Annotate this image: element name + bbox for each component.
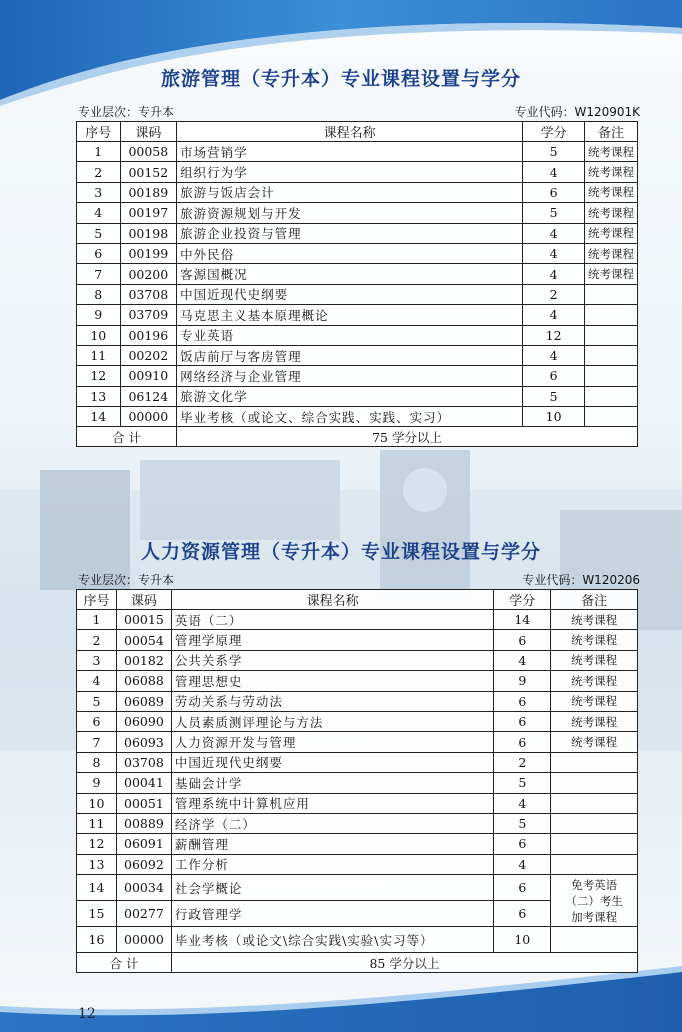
page-number: 12 [78, 1006, 96, 1022]
row-credits: 10 [494, 927, 551, 953]
row-credits: 6 [494, 834, 551, 854]
row-seq: 10 [77, 325, 121, 345]
row-course-code: 00196 [120, 325, 177, 345]
row-seq: 4 [77, 671, 117, 691]
row-course-name: 社会学概论 [171, 875, 494, 901]
table-row [77, 366, 638, 386]
row-seq: 14 [77, 407, 121, 427]
row-note: 统考课程 [584, 203, 637, 223]
row-course-code: 03709 [120, 305, 177, 325]
row-course-name: 旅游与饭店会计 [177, 182, 523, 202]
row-course-name: 毕业考核（或论文\综合实践\实验\实习等） [171, 927, 494, 953]
row-note: 统考课程 [551, 711, 638, 731]
row-course-code: 06124 [120, 386, 177, 406]
header-code: 课码 [116, 590, 171, 610]
row-course-name: 经济学（二） [171, 813, 494, 833]
row-seq: 14 [77, 875, 117, 901]
row-course-name: 基础会计学 [171, 773, 494, 793]
row-course-name: 马克思主义基本原理概论 [177, 305, 523, 325]
table-row [77, 752, 638, 772]
table-row [77, 732, 638, 752]
row-seq: 2 [77, 162, 121, 182]
row-credits: 14 [494, 610, 551, 630]
row-course-name: 行政管理学 [171, 901, 494, 927]
row-course-code: 00058 [120, 142, 177, 162]
row-course-name: 旅游资源规划与开发 [177, 203, 523, 223]
row-course-code: 06092 [116, 854, 171, 874]
row-note: 统考课程 [584, 162, 637, 182]
row-seq: 10 [77, 793, 117, 813]
row-credits: 5 [494, 813, 551, 833]
row-course-code: 00051 [116, 793, 171, 813]
total-label: 合 计 [77, 953, 172, 973]
header-seq: 序号 [77, 122, 121, 142]
row-course-name: 工作分析 [171, 854, 494, 874]
header-course-name: 课程名称 [171, 590, 494, 610]
header-seq: 序号 [77, 590, 117, 610]
row-course-name: 客源国概况 [177, 264, 523, 284]
row-seq: 4 [77, 203, 121, 223]
header-credits: 学分 [494, 590, 551, 610]
row-note: 统考课程 [584, 142, 637, 162]
row-seq: 11 [77, 345, 121, 365]
table-row [77, 671, 638, 691]
merged-note-line: 加考课程 [571, 909, 618, 924]
row-seq: 15 [77, 901, 117, 927]
row-course-code: 00197 [120, 203, 177, 223]
row-seq: 1 [77, 142, 121, 162]
row-course-name: 人力资源开发与管理 [171, 732, 494, 752]
merged-note-line: 免考英语 [571, 877, 618, 892]
row-course-code: 06091 [116, 834, 171, 854]
row-course-code: 06093 [116, 732, 171, 752]
header-wave-decoration [0, 0, 682, 110]
row-course-name: 中国近现代史纲要 [171, 752, 494, 772]
row-credits: 6 [494, 732, 551, 752]
row-course-name: 公共关系学 [171, 650, 494, 670]
row-course-code: 00910 [120, 366, 177, 386]
table-row [77, 162, 638, 182]
row-course-code: 00202 [120, 345, 177, 365]
table-row [77, 630, 638, 650]
table-row [77, 793, 638, 813]
row-credits: 12 [523, 325, 585, 345]
row-course-name: 组织行为学 [177, 162, 523, 182]
section2-course-table [76, 589, 638, 973]
row-credits: 4 [523, 243, 585, 263]
table-total-row [77, 427, 638, 447]
row-credits: 5 [523, 386, 585, 406]
table-row [77, 345, 638, 365]
row-note [584, 407, 637, 427]
row-course-code: 00034 [116, 875, 171, 901]
row-note: 统考课程 [584, 264, 637, 284]
row-credits: 2 [494, 752, 551, 772]
row-note [584, 305, 637, 325]
row-course-name: 旅游文化学 [177, 386, 523, 406]
table-row [77, 927, 638, 953]
row-credits: 2 [523, 284, 585, 304]
row-credits: 5 [494, 773, 551, 793]
header-note: 备注 [551, 590, 638, 610]
row-note [551, 854, 638, 874]
row-note [551, 793, 638, 813]
table-row [77, 142, 638, 162]
table-total-row [77, 953, 638, 973]
row-course-name: 薪酬管理 [171, 834, 494, 854]
row-note [551, 927, 638, 953]
table-row [77, 243, 638, 263]
row-seq: 9 [77, 773, 117, 793]
row-course-name: 毕业考核（或论文、综合实践、实践、实习） [177, 407, 523, 427]
row-course-code: 00041 [116, 773, 171, 793]
row-credits: 9 [494, 671, 551, 691]
row-course-name: 市场营销学 [177, 142, 523, 162]
table-row [77, 264, 638, 284]
row-course-name: 饭店前厅与客房管理 [177, 345, 523, 365]
row-course-name: 专业英语 [177, 325, 523, 345]
section1-level-label: 专业层次：专升本 [78, 105, 175, 119]
row-course-code: 06089 [116, 691, 171, 711]
row-note [584, 386, 637, 406]
row-credits: 4 [494, 650, 551, 670]
section1-title: 旅游管理（专升本）专业课程设置与学分 [160, 68, 521, 90]
row-seq: 5 [77, 691, 117, 711]
row-course-name: 劳动关系与劳动法 [171, 691, 494, 711]
table-row [77, 284, 638, 304]
row-note: 统考课程 [551, 732, 638, 752]
row-note: 统考课程 [551, 610, 638, 630]
row-note: 统考课程 [551, 671, 638, 691]
row-seq: 8 [77, 752, 117, 772]
row-course-name: 管理思想史 [171, 671, 494, 691]
row-course-code: 00198 [120, 223, 177, 243]
section2-level-label: 专业层次：专升本 [78, 573, 175, 587]
row-course-name: 旅游企业投资与管理 [177, 223, 523, 243]
row-seq: 12 [77, 834, 117, 854]
row-course-name: 中国近现代史纲要 [177, 284, 523, 304]
row-seq: 7 [77, 264, 121, 284]
row-course-code: 00277 [116, 901, 171, 927]
row-seq: 9 [77, 305, 121, 325]
row-credits: 6 [494, 875, 551, 901]
row-note [551, 813, 638, 833]
row-course-name: 人员素质测评理论与方法 [171, 711, 494, 731]
row-note [551, 752, 638, 772]
row-credits: 6 [494, 901, 551, 927]
table-row [77, 325, 638, 345]
row-course-code: 00015 [116, 610, 171, 630]
table-row [77, 691, 638, 711]
table-row [77, 305, 638, 325]
row-seq: 5 [77, 223, 121, 243]
table-row [77, 875, 638, 901]
row-note [584, 284, 637, 304]
table-row [77, 407, 638, 427]
row-note: 统考课程 [551, 691, 638, 711]
row-course-code: 00889 [116, 813, 171, 833]
row-note: 统考课程 [551, 650, 638, 670]
row-note: 统考课程 [584, 182, 637, 202]
table-row [77, 834, 638, 854]
row-credits: 4 [523, 264, 585, 284]
total-value: 85 学分以上 [171, 953, 637, 973]
header-note: 备注 [584, 122, 637, 142]
section2-code-label: 专业代码：W120206 [522, 573, 640, 587]
row-note [584, 366, 637, 386]
row-seq: 16 [77, 927, 117, 953]
row-course-code: 00200 [120, 264, 177, 284]
row-course-code: 00199 [120, 243, 177, 263]
total-value: 75 学分以上 [177, 427, 638, 447]
row-note: 统考课程 [584, 243, 637, 263]
table-row [77, 203, 638, 223]
table-row [77, 223, 638, 243]
row-course-name: 管理系统中计算机应用 [171, 793, 494, 813]
section2-title: 人力资源管理（专升本）专业课程设置与学分 [140, 541, 541, 563]
row-course-code: 03708 [116, 752, 171, 772]
row-seq: 2 [77, 630, 117, 650]
row-credits: 5 [523, 142, 585, 162]
table-row [77, 650, 638, 670]
table-header-row [77, 590, 638, 610]
row-credits: 6 [523, 182, 585, 202]
row-seq: 13 [77, 854, 117, 874]
row-credits: 4 [494, 793, 551, 813]
table-row [77, 813, 638, 833]
table-row [77, 773, 638, 793]
row-seq: 6 [77, 711, 117, 731]
row-seq: 11 [77, 813, 117, 833]
row-credits: 6 [523, 366, 585, 386]
row-course-code: 00182 [116, 650, 171, 670]
table-row [77, 610, 638, 630]
total-label: 合 计 [77, 427, 177, 447]
row-course-code: 06088 [116, 671, 171, 691]
row-note [551, 773, 638, 793]
row-credits: 10 [523, 407, 585, 427]
row-seq: 8 [77, 284, 121, 304]
table-header-row [77, 122, 638, 142]
row-credits: 4 [523, 223, 585, 243]
row-seq: 1 [77, 610, 117, 630]
row-course-code: 00000 [116, 927, 171, 953]
row-credits: 4 [494, 854, 551, 874]
section1-course-table [76, 121, 638, 447]
row-course-name: 中外民俗 [177, 243, 523, 263]
row-course-code: 00054 [116, 630, 171, 650]
row-seq: 13 [77, 386, 121, 406]
row-credits: 6 [494, 711, 551, 731]
row-credits: 4 [523, 162, 585, 182]
header-credits: 学分 [523, 122, 585, 142]
row-note: 统考课程 [584, 223, 637, 243]
row-course-name: 网络经济与企业管理 [177, 366, 523, 386]
row-course-code: 03708 [120, 284, 177, 304]
section1-code-label: 专业代码：W120901K [514, 105, 640, 119]
row-credits: 4 [523, 305, 585, 325]
row-credits: 6 [494, 691, 551, 711]
row-course-code: 00189 [120, 182, 177, 202]
row-course-code: 06090 [116, 711, 171, 731]
row-seq: 3 [77, 650, 117, 670]
row-seq: 7 [77, 732, 117, 752]
header-course-name: 课程名称 [177, 122, 523, 142]
row-credits: 5 [523, 203, 585, 223]
row-credits: 6 [494, 630, 551, 650]
table-row [77, 711, 638, 731]
row-course-code: 00152 [120, 162, 177, 182]
row-course-code: 00000 [120, 407, 177, 427]
row-note [584, 325, 637, 345]
row-seq: 12 [77, 366, 121, 386]
row-credits: 4 [523, 345, 585, 365]
row-course-name: 管理学原理 [171, 630, 494, 650]
row-course-name: 英语（二） [171, 610, 494, 630]
row-note: 统考课程 [551, 630, 638, 650]
row-seq: 3 [77, 182, 121, 202]
row-seq: 6 [77, 243, 121, 263]
merged-note-line: （二）考生 [565, 893, 623, 908]
row-note [584, 345, 637, 365]
row-note [551, 834, 638, 854]
table-row [77, 386, 638, 406]
merged-note [551, 875, 638, 927]
table-row [77, 182, 638, 202]
header-code: 课码 [120, 122, 177, 142]
table-row [77, 854, 638, 874]
